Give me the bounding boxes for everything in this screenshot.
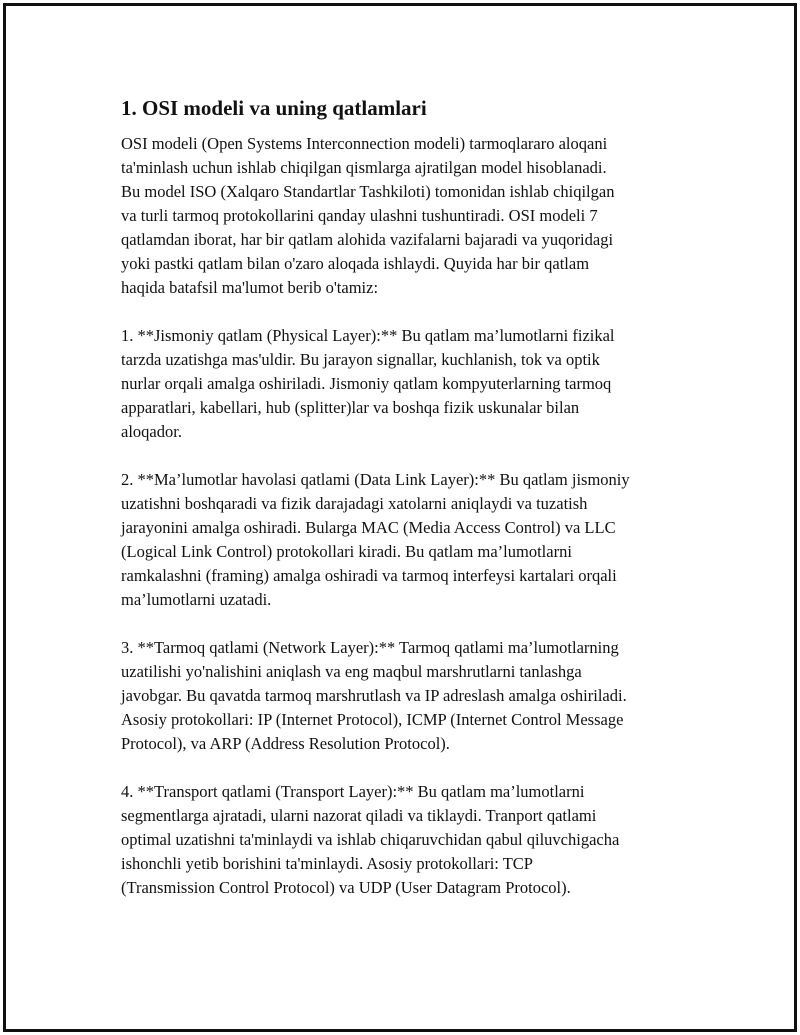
text-line: javobgar. Bu qavatda tarmoq marshrutlash va IP adreslash amalga oshiriladi. — [121, 686, 627, 705]
text-line: optimal uzatishni ta'minlaydi va ishlab chiqaruvchidan qabul qiluvchigacha — [121, 830, 620, 849]
text-line: haqida batafsil ma'lumot berib o'tamiz: — [121, 278, 379, 297]
paragraph-transport-layer — [121, 780, 701, 900]
text-line: apparatlari, kabellari, hub (splitter)lar va boshqa fizik uskunalar bilan — [121, 398, 580, 417]
text-line: uzatilishi yo'nalishini aniqlash va eng maqbul marshrutlarni tanlashga — [121, 662, 582, 681]
paragraph-physical-layer — [121, 324, 701, 444]
text-line: yoki pastki qatlam bilan o'zaro aloqada ishlaydi. Quyida har bir qatlam — [121, 254, 590, 273]
page-frame — [3, 3, 797, 1032]
text-line: 2. **Ma’lumotlar havolasi qatlami (Data Link Layer):** Bu qatlam jismoniy — [121, 470, 630, 489]
text-line: (Transmission Control Protocol) va UDP (User Datagram Protocol). — [121, 878, 571, 897]
text-line: qatlamdan iborat, har bir qatlam alohida vazifalarni bajaradi va yuqoridagi — [121, 230, 614, 249]
text-line: ramkalashni (framing) amalga oshiradi va tarmoq interfeysi kartalari orqali — [121, 566, 617, 585]
text-line: Bu model ISO (Xalqaro Standartlar Tashkiloti) tomonidan ishlab chiqilgan — [121, 182, 615, 201]
text-line: ma’lumotlarni uzatadi. — [121, 590, 272, 609]
text-line: 1. **Jismoniy qatlam (Physical Layer):** Bu qatlam ma’lumotlarni fizikal — [121, 326, 615, 345]
text-line: tarzda uzatishga mas'uldir. Bu jarayon signallar, kuchlanish, tok va optik — [121, 350, 600, 369]
text-line: (Logical Link Control) protokollari kiradi. Bu qatlam ma’lumotlarni — [121, 542, 572, 561]
text-line: aloqador. — [121, 422, 182, 441]
text-line: nurlar orqali amalga oshiriladi. Jismoniy qatlam kompyuterlarning tarmoq — [121, 374, 612, 393]
paragraph-network-layer — [121, 636, 701, 756]
text-line: OSI modeli (Open Systems Interconnection modeli) tarmoqlararo aloqani — [121, 134, 608, 153]
document-body — [121, 94, 701, 924]
section-heading: 1. OSI modeli va uning qatlamlari — [121, 96, 427, 120]
text-line: va turli tarmoq protokollarini qanday ulashni tushuntiradi. OSI modeli 7 — [121, 206, 598, 225]
text-line: ishonchli yetib borishini ta'minlaydi. Asosiy protokollari: TCP — [121, 854, 533, 873]
text-line: Asosiy protokollari: IP (Internet Protocol), ICMP (Internet Control Message — [121, 710, 624, 729]
text-line: ta'minlash uchun ishlab chiqilgan qismlarga ajratilgan model hisoblanadi. — [121, 158, 607, 177]
text-line: Protocol), va ARP (Address Resolution Protocol). — [121, 734, 450, 753]
text-line: segmentlarga ajratadi, ularni nazorat qiladi va tiklaydi. Tranport qatlami — [121, 806, 597, 825]
paragraph-data-link-layer — [121, 468, 701, 612]
text-line: 4. **Transport qatlami (Transport Layer):** Bu qatlam ma’lumotlarni — [121, 782, 585, 801]
text-line: 3. **Tarmoq qatlami (Network Layer):** Tarmoq qatlami ma’lumotlarning — [121, 638, 619, 657]
paragraph-intro — [121, 132, 701, 300]
text-line: jarayonini amalga oshiradi. Bularga MAC (Media Access Control) va LLC — [121, 518, 616, 537]
text-line: uzatishni boshqaradi va fizik darajadagi xatolarni aniqlaydi va tuzatish — [121, 494, 588, 513]
